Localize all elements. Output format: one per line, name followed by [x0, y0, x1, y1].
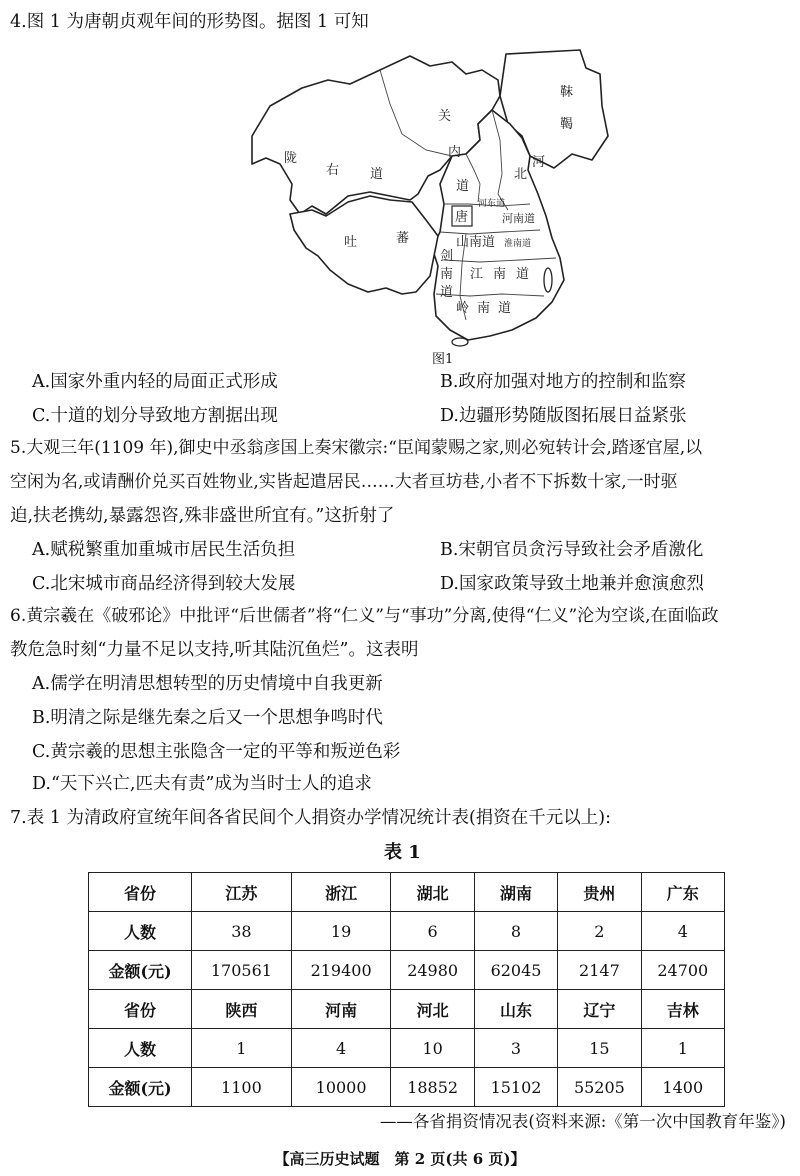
- table-cell: 人数: [89, 1029, 192, 1068]
- map-label-hedong: 河东道: [478, 199, 506, 209]
- map-label-henan: 河南道: [502, 212, 535, 225]
- q6-option-b[interactable]: B.明清之际是继先秦之后又一个思想争鸣时代: [32, 708, 383, 728]
- map-island-taiwan: [544, 268, 552, 292]
- map-label-you: 右: [326, 163, 340, 178]
- table-cell: 4: [291, 1029, 391, 1068]
- table-cell: 15102: [474, 1068, 557, 1107]
- table-cell: 省份: [89, 873, 192, 912]
- table-cell: 10000: [291, 1068, 391, 1107]
- table-cell: 浙江: [291, 873, 391, 912]
- q6-stem-line-1: 6.黄宗羲在《破邪论》中批评“后世儒者”将“仁义”与“事功”分离,使得“仁义”沦为空谈,在面临政: [10, 606, 719, 626]
- map-label-huainan: 淮南道: [504, 239, 532, 249]
- q6-option-a[interactable]: A.儒学在明清思想转型的历史情境中自我更新: [32, 674, 383, 694]
- q5-option-d[interactable]: D.国家政策导致土地兼并愈演愈烈: [440, 574, 704, 594]
- table-cell: 2147: [558, 951, 641, 990]
- table-cell: 湖北: [391, 873, 474, 912]
- q5-option-c[interactable]: C.北宋城市商品经济得到较大发展: [32, 574, 296, 594]
- q5-stem-line-1: 5.大观三年(1109 年),御史中丞翁彦国上奏宋徽宗:“臣闻蒙赐之家,则必宛转计会,踏逐官屋,以: [10, 438, 703, 458]
- q4-option-b[interactable]: B.政府加强对地方的控制和监察: [440, 372, 686, 392]
- q4-option-c[interactable]: C.十道的划分导致地方割据出现: [32, 406, 278, 426]
- table-cell: 1: [192, 1029, 292, 1068]
- table-cell: 省份: [89, 990, 192, 1029]
- table-cell: 219400: [291, 951, 391, 990]
- table-cell: 3: [474, 1029, 557, 1068]
- map-label-hebei-bei: 北: [514, 167, 528, 182]
- map-label-jiannan-dao: 道: [440, 285, 454, 300]
- map-label-shannan: 山南道: [456, 235, 496, 250]
- table-row: [89, 912, 725, 951]
- table-cell: 1: [641, 1029, 724, 1068]
- table-row: [89, 873, 725, 912]
- q7-stem: 7.表 1 为清政府宣统年间各省民间个人捐资办学情况统计表(捐资在千元以上):: [10, 808, 612, 828]
- table-row: [89, 990, 725, 1029]
- map-label-tang: 唐: [455, 210, 469, 225]
- map-label-tu: 吐: [344, 235, 358, 250]
- table-cell: 24700: [641, 951, 724, 990]
- map-label-lingnan: 岭南道: [456, 301, 520, 316]
- table-cell: 贵州: [558, 873, 641, 912]
- map-tibet-region: [290, 196, 438, 294]
- table-cell: 2: [558, 912, 641, 951]
- table-cell: 辽宁: [558, 990, 641, 1029]
- table-cell: 4: [641, 912, 724, 951]
- q5-option-b[interactable]: B.宋朝官员贪污导致社会矛盾激化: [440, 540, 704, 560]
- map-island-hainan: [452, 338, 468, 346]
- table-title: 表 1: [384, 842, 421, 863]
- table-cell: 10: [391, 1029, 474, 1068]
- table-cell: 6: [391, 912, 474, 951]
- table-row: [89, 1068, 725, 1107]
- table-cell: 55205: [558, 1068, 641, 1107]
- map-label-he: 鞨: [560, 117, 574, 132]
- page-footer: 【高三历史试题 第 2 页(共 6 页)】: [274, 1150, 526, 1168]
- table-cell: 18852: [391, 1068, 474, 1107]
- table-cell: 山东: [474, 990, 557, 1029]
- tang-dynasty-map: [230, 44, 610, 348]
- map-label-guan: 关: [438, 109, 452, 124]
- q5-stem-line-2: 空闲为名,或请酬价兑买百姓物业,实皆起遣居民……大者亘坊巷,小者不下拆数十家,一时驱: [10, 472, 678, 492]
- table-cell: 湖南: [474, 873, 557, 912]
- table-cell: 8: [474, 912, 557, 951]
- q6-option-d[interactable]: D.“天下兴亡,匹夫有责”成为当时士人的追求: [32, 774, 372, 794]
- table-cell: 人数: [89, 912, 192, 951]
- map-label-dao-longyou: 道: [370, 167, 384, 182]
- donation-table: [88, 872, 725, 1107]
- figure-caption: 图1: [432, 352, 454, 367]
- table-cell: 1100: [192, 1068, 292, 1107]
- table-cell: 62045: [474, 951, 557, 990]
- table-cell: 金额(元): [89, 951, 192, 990]
- map-label-jiannan-nan: 南: [440, 267, 454, 282]
- table-cell: 24980: [391, 951, 474, 990]
- map-label-jian: 剑: [440, 249, 454, 264]
- table-cell: 38: [192, 912, 292, 951]
- table-source: ——各省捐资情况表(资料来源:《第一次中国教育年鉴》): [379, 1112, 786, 1131]
- table-row: [89, 1029, 725, 1068]
- table-row: [89, 951, 725, 990]
- table-cell: 河北: [391, 990, 474, 1029]
- q5-stem-line-3: 迫,扶老携幼,暴露怨咨,殊非盛世所宜有。”这折射了: [10, 506, 395, 526]
- table-cell: 江苏: [192, 873, 292, 912]
- map-label-nei: 内: [448, 145, 462, 160]
- table-cell: 陕西: [192, 990, 292, 1029]
- table-cell: 吉林: [641, 990, 724, 1029]
- table-cell: 广东: [641, 873, 724, 912]
- map-label-hebei-he: 河: [532, 155, 546, 170]
- table-cell: 河南: [291, 990, 391, 1029]
- map-label-dao-guannei: 道: [456, 179, 470, 194]
- q6-option-c[interactable]: C.黄宗羲的思想主张隐含一定的平等和叛逆色彩: [32, 742, 401, 762]
- map-label-long: 陇: [284, 151, 298, 166]
- table-cell: 金额(元): [89, 1068, 192, 1107]
- table-cell: 15: [558, 1029, 641, 1068]
- q4-stem: 4.图 1 为唐朝贞观年间的形势图。据图 1 可知: [10, 12, 369, 32]
- map-label-jiangnan: 江南道: [470, 267, 540, 282]
- q5-option-a[interactable]: A.赋税繁重加重城市居民生活负担: [32, 540, 296, 560]
- q4-option-d[interactable]: D.边疆形势随版图拓展日益紧张: [440, 406, 687, 426]
- map-label-fan: 蕃: [396, 231, 410, 246]
- table-cell: 19: [291, 912, 391, 951]
- q4-option-a[interactable]: A.国家外重内轻的局面正式形成: [32, 372, 278, 392]
- table-cell: 170561: [192, 951, 292, 990]
- q6-stem-line-2: 教危急时刻“力量不足以支持,听其陆沉鱼烂”。这表明: [10, 640, 419, 660]
- table-cell: 1400: [641, 1068, 724, 1107]
- map-label-mo: 靺: [560, 85, 574, 100]
